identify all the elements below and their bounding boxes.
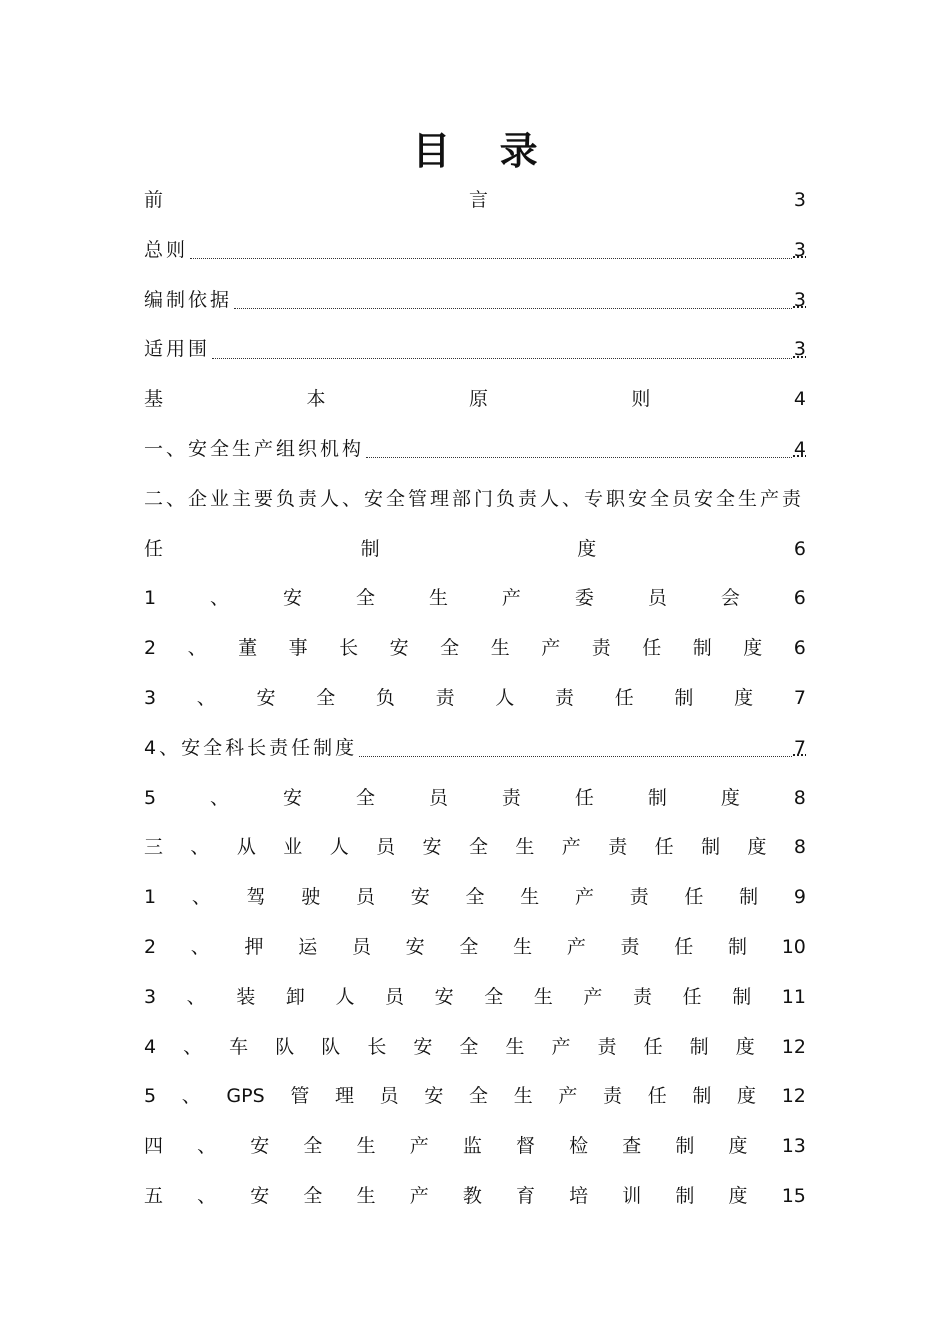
toc-entry-text: 制	[692, 1085, 712, 1108]
toc-entry-text: 制	[727, 935, 747, 958]
toc-title: 目 录	[412, 129, 556, 173]
toc-entry-text: 制	[360, 537, 380, 560]
toc-entry-text: 卸	[285, 985, 305, 1008]
toc-entry-text: 生	[515, 836, 535, 859]
toc-entry-text: 任	[642, 637, 662, 660]
toc-page-number: 13	[781, 1135, 806, 1158]
toc-entry-text: 长	[339, 637, 359, 660]
toc-entry-text: 度	[743, 637, 763, 660]
toc-page-number: 11	[781, 985, 806, 1008]
toc-entry-text: 安	[424, 1085, 444, 1108]
toc-entry[interactable]	[144, 325, 806, 375]
toc-entry-text: 制	[692, 637, 712, 660]
toc-entry-text: 、	[187, 637, 207, 660]
toc-entry-text: 、	[190, 935, 210, 958]
toc-entry-text: 、	[196, 686, 216, 709]
toc-entry-text: 制	[647, 786, 667, 809]
toc-entry-text: 生	[533, 985, 553, 1008]
toc-entry-text: 人	[495, 686, 515, 709]
toc-entry-text: 生	[520, 886, 540, 909]
toc-entry-text: 安	[389, 637, 409, 660]
toc-page-number: 4	[793, 388, 806, 411]
toc-entry-text: 全	[468, 836, 488, 859]
toc-page-number: 12	[781, 1085, 806, 1108]
toc-entry-text: 则	[631, 388, 651, 411]
toc-entry[interactable]	[144, 823, 806, 873]
dot-leader	[190, 258, 792, 259]
dot-leader	[212, 358, 792, 359]
toc-entry-text: 培	[569, 1184, 589, 1207]
toc-entry-label: 适用围	[144, 338, 211, 361]
toc-page-number: 6	[793, 587, 806, 610]
toc-entry-text: 、	[183, 1035, 203, 1058]
toc-entry-text: 产	[574, 886, 594, 909]
toc-entry-text: 责	[555, 686, 575, 709]
toc-entry-text: 全	[459, 1035, 479, 1058]
toc-entry-label: 一、安全生产组织机构	[144, 437, 365, 460]
toc-entry-text: 生	[356, 1184, 376, 1207]
toc-entry-text: 员	[385, 985, 405, 1008]
toc-page-number: 8	[793, 836, 806, 859]
toc-entry-text: 责	[591, 637, 611, 660]
toc-entry-text: 责	[501, 786, 521, 809]
toc-entry-text: 、	[181, 1085, 201, 1108]
toc-entry-text: 度	[734, 686, 754, 709]
toc-entry-text: 3	[144, 686, 157, 709]
toc-entry-text: 产	[583, 985, 603, 1008]
toc-entry-text: 任	[144, 537, 164, 560]
toc-entry-text: 业	[283, 836, 303, 859]
toc-entry-text: 任	[647, 1085, 667, 1108]
dot-leader	[366, 457, 792, 458]
toc-page-number: 3	[793, 238, 806, 261]
toc-entry-text: 全	[303, 1184, 323, 1207]
toc-entry-text: 制	[675, 1135, 695, 1158]
toc-entry-text: 1	[144, 587, 157, 610]
toc-entry-text: 产	[551, 1035, 571, 1058]
toc-entry-text: 、	[210, 786, 230, 809]
toc-entry-label: 编制依据	[144, 288, 233, 311]
toc-entry-text: 度	[737, 1085, 757, 1108]
toc-entry-text: 、	[190, 836, 210, 859]
toc-entry-text: 生	[513, 935, 533, 958]
toc-entry-text: 本	[306, 388, 326, 411]
toc-entry[interactable]	[144, 525, 806, 575]
toc-entry-text: 4	[144, 1035, 157, 1058]
table-of-contents	[144, 176, 806, 1222]
toc-entry[interactable]	[144, 774, 806, 824]
toc-entry-text: 度	[577, 537, 597, 560]
toc-entry-text: 管	[290, 1085, 310, 1108]
toc-entry-text: 驾	[246, 886, 266, 909]
toc-entry-text: 员	[376, 836, 396, 859]
toc-entry-text: 生	[505, 1035, 525, 1058]
toc-page-number: 15	[781, 1184, 806, 1207]
toc-entry[interactable]	[144, 276, 806, 326]
toc-page-number: 7	[793, 686, 806, 709]
toc-page-number: 7	[793, 736, 806, 759]
toc-entry-text: 责	[603, 1085, 623, 1108]
toc-entry-label: 总则	[144, 238, 189, 261]
toc-entry-text: 、	[197, 1184, 217, 1207]
toc-entry-text: 长	[367, 1035, 387, 1058]
toc-entry-text: 3	[144, 985, 157, 1008]
toc-entry-text: 责	[435, 686, 455, 709]
toc-entry-text: 车	[229, 1035, 249, 1058]
toc-entry-text: 制	[675, 1184, 695, 1207]
toc-entry-text: 全	[355, 587, 375, 610]
toc-entry-text: 前	[144, 189, 164, 211]
toc-entry-text: 责	[597, 1035, 617, 1058]
toc-entry-text: 安	[410, 886, 430, 909]
toc-entry-text: 任	[674, 935, 694, 958]
toc-entry-text: 安	[434, 985, 454, 1008]
toc-entry-text: 理	[335, 1085, 355, 1108]
toc-entry-text: 生	[490, 637, 510, 660]
dot-leader	[359, 756, 792, 757]
toc-entry-text: 度	[735, 1035, 755, 1058]
toc-entry-text: 安	[250, 1135, 270, 1158]
toc-entry-text: 5	[144, 786, 157, 809]
toc-entry-text: 全	[465, 886, 485, 909]
toc-entry-text: 押	[244, 935, 264, 958]
toc-entry-text: 责	[629, 886, 649, 909]
toc-page-number: 12	[781, 1035, 806, 1058]
toc-page-number: 4	[793, 437, 806, 460]
toc-entry-text: 全	[303, 1135, 323, 1158]
toc-entry-text: 员	[647, 587, 667, 610]
toc-entry-text: 、	[186, 985, 206, 1008]
toc-page-number: 6	[793, 537, 806, 560]
toc-entry-text: 董	[238, 637, 258, 660]
toc-entry-text: 制	[732, 985, 752, 1008]
toc-entry-text: GPS	[226, 1085, 265, 1108]
toc-entry-text: 负	[375, 686, 395, 709]
toc-entry[interactable]	[144, 674, 806, 724]
toc-entry-text: 制	[674, 686, 694, 709]
toc-entry-text: 员	[356, 886, 376, 909]
toc-entry-text: 责	[620, 935, 640, 958]
toc-entry-text: 制	[701, 836, 721, 859]
toc-entry-text: 生	[513, 1085, 533, 1108]
toc-entry-text: 督	[515, 1135, 535, 1158]
toc-entry-text: 任	[614, 686, 634, 709]
toc-entry-text: 教	[462, 1184, 482, 1207]
toc-entry-text: 全	[484, 985, 504, 1008]
toc-entry-text: 队	[275, 1035, 295, 1058]
toc-entry-text: 任	[643, 1035, 663, 1058]
toc-entry-text: 责	[608, 836, 628, 859]
toc-entry-text: 育	[515, 1184, 535, 1207]
toc-entry-text: 训	[622, 1184, 642, 1207]
toc-entry-text: 度	[747, 836, 767, 859]
toc-entry-text: 1	[144, 886, 157, 909]
toc-entry[interactable]	[144, 973, 806, 1023]
toc-entry-text: 全	[469, 1085, 489, 1108]
toc-entry-text: 产	[409, 1135, 429, 1158]
toc-entry-text: 产	[501, 587, 521, 610]
toc-entry-text: 会	[720, 587, 740, 610]
toc-entry-text: 五	[144, 1184, 164, 1207]
toc-entry-text: 查	[622, 1135, 642, 1158]
toc-entry-text: 安	[283, 786, 303, 809]
toc-entry-label: 4、安全科长责任制度	[144, 736, 358, 759]
toc-entry-text: 产	[541, 637, 561, 660]
toc-entry[interactable]	[144, 1172, 806, 1222]
toc-entry-text: 2	[144, 935, 157, 958]
toc-entry-text: 检	[569, 1135, 589, 1158]
toc-entry-text: 队	[321, 1035, 341, 1058]
toc-entry-text: 安	[256, 686, 276, 709]
toc-entry-text: 事	[288, 637, 308, 660]
toc-entry[interactable]	[144, 176, 806, 226]
toc-entry-text: 从	[236, 836, 256, 859]
toc-entry-text: 、	[210, 587, 230, 610]
toc-entry-text: 员	[351, 935, 371, 958]
toc-entry-text: 安	[283, 587, 303, 610]
toc-entry-text: 产	[558, 1085, 578, 1108]
toc-entry[interactable]	[144, 724, 806, 774]
toc-entry-text: 言	[468, 189, 488, 211]
toc-entry-text: 产	[409, 1184, 429, 1207]
toc-entry-text: 监	[462, 1135, 482, 1158]
toc-entry-text: 安	[422, 836, 442, 859]
toc-entry-text: 全	[316, 686, 336, 709]
toc-entry-text: 员	[428, 786, 448, 809]
toc-entry-text: 生	[428, 587, 448, 610]
toc-entry-text: 制	[739, 886, 759, 909]
toc-entry-text: 装	[236, 985, 256, 1008]
toc-entry-text: 任	[654, 836, 674, 859]
toc-page-number: 6	[793, 637, 806, 660]
toc-entry-text: 全	[355, 786, 375, 809]
toc-entry-text: 员	[379, 1085, 399, 1108]
toc-entry[interactable]	[144, 923, 806, 973]
toc-entry-text: 运	[298, 935, 318, 958]
toc-entry-label: 二、企业主要负责人、安全管理部门负责人、专职安全员安全生产责	[144, 487, 805, 510]
toc-entry-text: 驶	[301, 886, 321, 909]
toc-entry-text: 、	[191, 886, 211, 909]
toc-entry[interactable]	[144, 226, 806, 276]
toc-entry[interactable]	[144, 1122, 806, 1172]
toc-entry-text: 全	[440, 637, 460, 660]
toc-entry-text: 任	[574, 786, 594, 809]
toc-entry-text: 、	[197, 1135, 217, 1158]
toc-entry-text: 2	[144, 637, 157, 660]
toc-entry-text: 全	[459, 935, 479, 958]
toc-entry-text: 任	[682, 985, 702, 1008]
toc-entry[interactable]	[144, 574, 806, 624]
toc-page-number: 3	[793, 288, 806, 311]
toc-entry-text: 委	[574, 587, 594, 610]
toc-entry-text: 生	[356, 1135, 376, 1158]
toc-entry-text: 责	[633, 985, 653, 1008]
toc-entry-text: 任	[684, 886, 704, 909]
toc-entry-text: 人	[335, 985, 355, 1008]
toc-entry[interactable]	[144, 425, 806, 475]
toc-entry[interactable]	[144, 873, 806, 923]
toc-page-number: 10	[781, 935, 806, 958]
toc-entry[interactable]	[144, 624, 806, 674]
toc-entry-text: 度	[728, 1184, 748, 1207]
toc-page-number: 3	[793, 189, 806, 211]
toc-entry[interactable]	[144, 475, 806, 525]
toc-entry-text: 基	[144, 388, 164, 411]
toc-entry[interactable]	[144, 1023, 806, 1073]
toc-entry[interactable]	[144, 1072, 806, 1122]
toc-entry-text: 三	[144, 836, 164, 859]
toc-entry-text: 产	[566, 935, 586, 958]
toc-entry-text: 安	[250, 1184, 270, 1207]
toc-page-number: 9	[793, 886, 806, 909]
toc-entry-text: 制	[689, 1035, 709, 1058]
toc-entry-text: 安	[405, 935, 425, 958]
toc-entry-text: 安	[413, 1035, 433, 1058]
toc-page-number: 8	[793, 786, 806, 809]
toc-entry-text: 度	[728, 1135, 748, 1158]
toc-entry[interactable]	[144, 375, 806, 425]
toc-entry-text: 人	[329, 836, 349, 859]
toc-entry-text: 产	[561, 836, 581, 859]
dot-leader	[234, 308, 792, 309]
toc-entry-text: 四	[144, 1135, 164, 1158]
toc-entry-text: 原	[468, 388, 488, 411]
toc-entry-text: 度	[720, 786, 740, 809]
toc-entry-text: 5	[144, 1085, 157, 1108]
toc-page-number: 3	[793, 338, 806, 361]
